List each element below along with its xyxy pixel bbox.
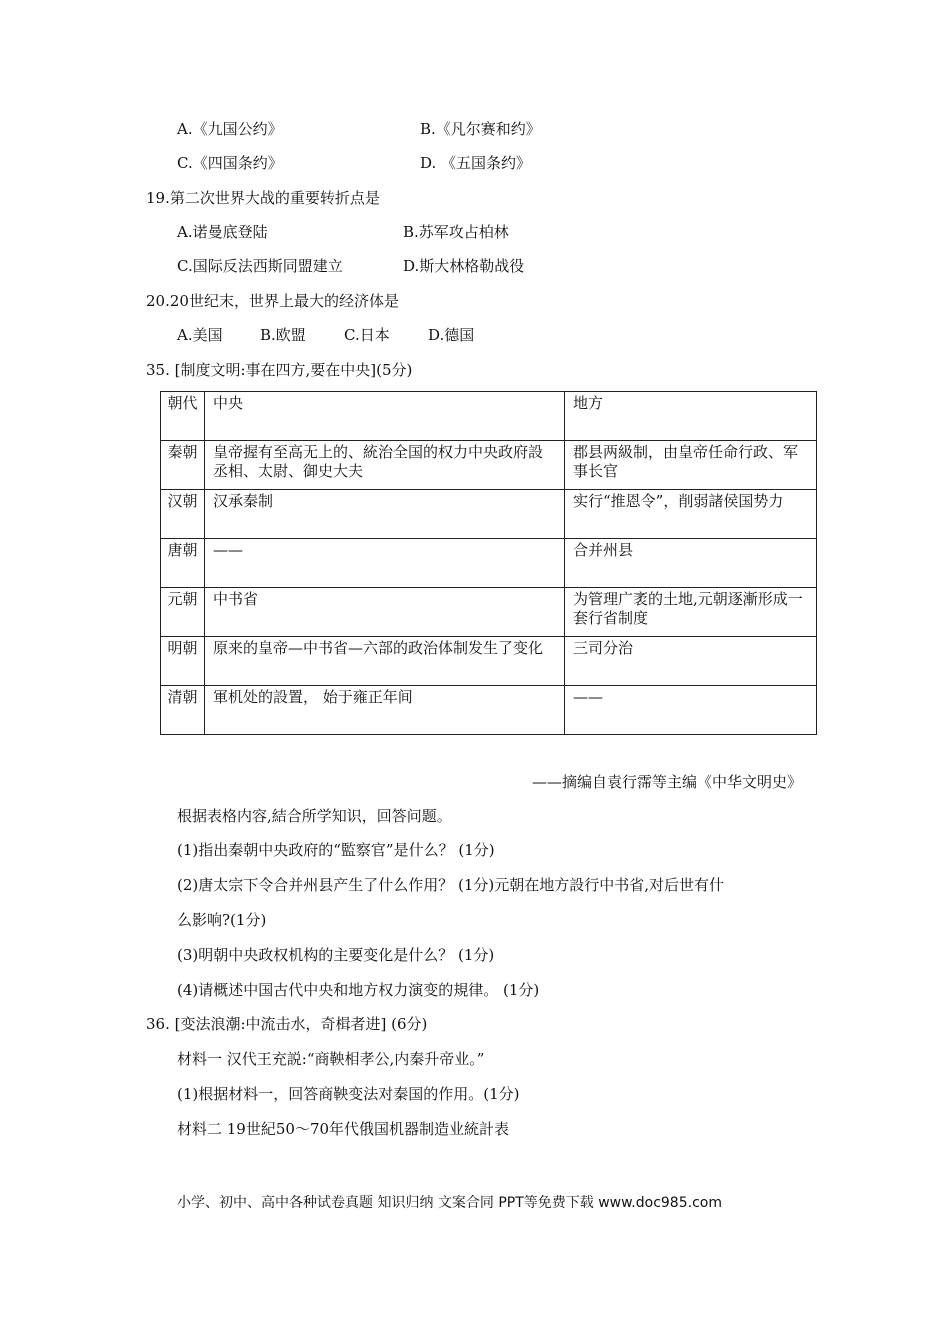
table-row [161, 637, 817, 686]
table-cell-dynasty: 元朝 [161, 588, 205, 637]
q20-stem: 20.20世纪末，世界上最大的经济体是 [146, 292, 399, 310]
table-cell-local: 实行“推恩令”，削弱諸侯国势力 [565, 490, 817, 539]
table-cell-central: 原来的皇帝—中书省—六部的政治体制发生了变化 [205, 637, 565, 686]
q20-option-b: B.欧盟 [260, 326, 306, 344]
q20-option-c: C.日本 [344, 326, 390, 344]
q35-subquestion-3: (3)明朝中央政权机构的主要变化是什么？ (1分) [177, 946, 495, 964]
q36-material-2: 材料二 19世紀50～70年代俄国机器制造业統計表 [177, 1120, 510, 1138]
table-cell-dynasty: 明朝 [161, 637, 205, 686]
table-header-cell: 中央 [205, 392, 565, 441]
table-cell-local: 郡县两級制，由皇帝任命行政、军事长官 [565, 441, 817, 490]
q36-subquestion-1: (1)根据材料一，回答商鞅变法对秦国的作用。(1分) [177, 1085, 520, 1103]
q35-instruction: 根据表格内容,結合所学知识，回答问题。 [177, 807, 452, 825]
table-row [161, 490, 817, 539]
q19-option-a: A.诺曼底登陆 [177, 223, 268, 241]
q19-option-b: B.苏军攻占柏林 [403, 223, 509, 241]
table-header-cell: 朝代 [161, 392, 205, 441]
dynasty-system-table [160, 391, 817, 735]
q36-heading: 36. [变法浪潮:中流击水，奇楫者进] (6分) [146, 1015, 428, 1033]
table-row [161, 686, 817, 735]
table-cell-central: 中书省 [205, 588, 565, 637]
q36-material-1: 材料一 汉代王充説:“商鞅相孝公,内秦升帝业。” [177, 1050, 485, 1068]
q18-option-c: C.《四国条约》 [177, 154, 283, 172]
q19-option-c: C.国际反法西斯同盟建立 [177, 257, 343, 275]
q20-option-d: D.德国 [428, 326, 475, 344]
table-header-cell: 地方 [565, 392, 817, 441]
table-row [161, 539, 817, 588]
table-cell-central: 皇帝握有至高无上的、統治全国的权力中央政府設丞相、太尉、御史大夫 [205, 441, 565, 490]
q18-option-b: B.《凡尔赛和约》 [420, 120, 541, 138]
q20-option-a: A.美国 [177, 326, 223, 344]
q35-heading: 35. [制度文明:事在四方,要在中央](5分) [146, 361, 413, 379]
q18-option-d: D. 《五国条约》 [420, 154, 532, 172]
q18-option-a: A.《九国公约》 [177, 120, 283, 138]
table-row [161, 441, 817, 490]
table-cell-dynasty: 清朝 [161, 686, 205, 735]
table-cell-local: 合并州县 [565, 539, 817, 588]
table-cell-central: 軍机处的設置， 始于雍正年间 [205, 686, 565, 735]
q35-subquestion-2-continued: 么影响?(1分) [177, 911, 267, 929]
table-row [161, 588, 817, 637]
table-cell-central: 汉承秦制 [205, 490, 565, 539]
page-footer: 小学、初中、高中各种试卷真题 知识归纳 文案合同 PPT等免费下载 www.doc985.com [177, 1195, 722, 1211]
q35-subquestion-2: (2)唐太宗下令合并州县产生了什么作用？ (1分)元朝在地方設行中书省,对后世有什 [177, 876, 725, 894]
table-cell-local: —— [565, 686, 817, 735]
table-cell-central: —— [205, 539, 565, 588]
q35-source: ——摘编自袁行霈等主编《中华文明史》 [531, 773, 802, 791]
q35-subquestion-4: (4)请概述中国古代中央和地方权力演变的規律。 (1分) [177, 981, 540, 999]
table-cell-dynasty: 秦朝 [161, 441, 205, 490]
q19-option-d: D.斯大林格勒战役 [403, 257, 525, 275]
table-cell-dynasty: 唐朝 [161, 539, 205, 588]
table-cell-local: 为管理广袤的土地,元朝逐漸形成一套行省制度 [565, 588, 817, 637]
table-cell-dynasty: 汉朝 [161, 490, 205, 539]
table-header-row [161, 392, 817, 441]
q35-subquestion-1: (1)指出秦朝中央政府的“監察官”是什么？ (1分) [177, 841, 495, 859]
q19-stem: 19.第二次世界大战的重要转折点是 [146, 189, 380, 207]
table-cell-local: 三司分治 [565, 637, 817, 686]
